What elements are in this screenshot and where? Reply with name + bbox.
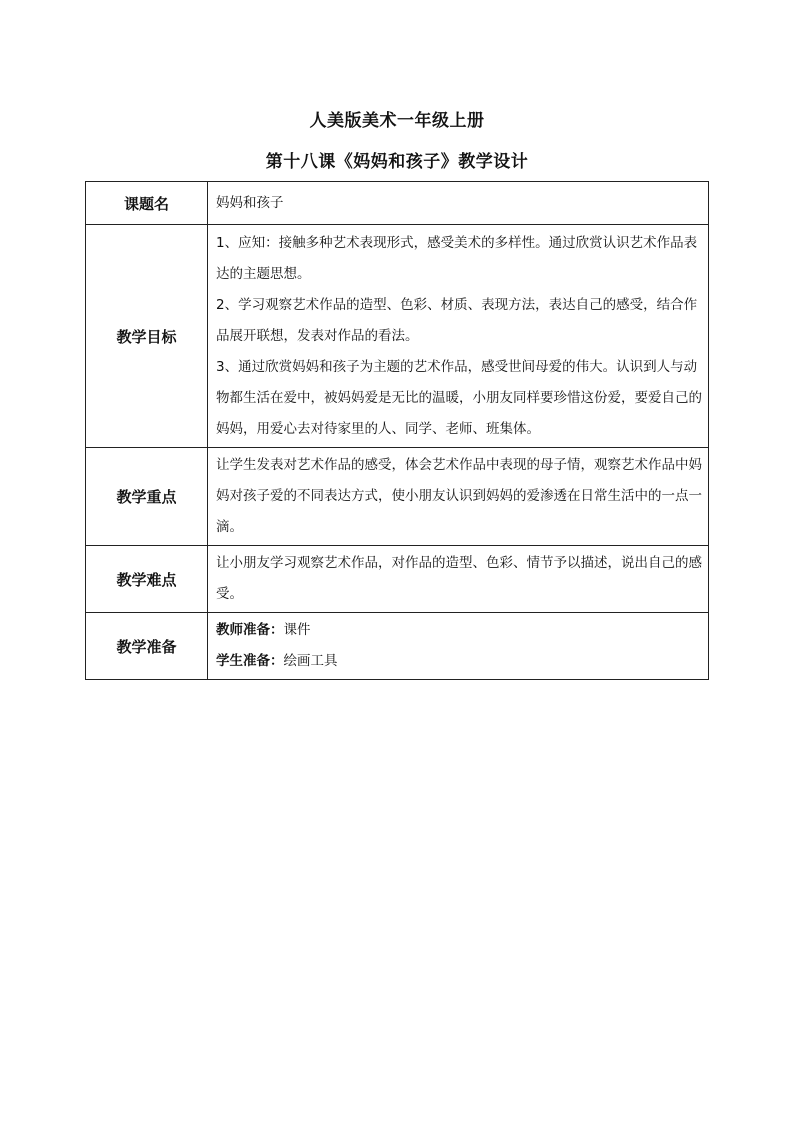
table-row-lesson-name (86, 182, 709, 225)
table-row-objectives (86, 225, 709, 448)
table-row-preparation (86, 613, 709, 680)
student-preparation (216, 646, 702, 677)
key-points-label: 教学重点 (86, 448, 208, 546)
objective-item-1: 1、应知：接触多种艺术表现形式，感受美术的多样性。通过欣赏认识艺术作品表达的主题思想。 (216, 234, 698, 282)
student-preparation-value: 绘画工具 (283, 653, 338, 669)
student-preparation-label: 学生准备： (216, 653, 284, 669)
document-title: 人美版美术一年级上册 (309, 111, 485, 131)
table-row-difficulties (86, 546, 709, 613)
objective-item-3: 3、通过欣赏妈妈和孩子为主题的艺术作品，感受世间母爱的伟大。认识到人与动物都生活在爱中，被妈妈爱是无比的温暖，小朋友同样要珍惜这份爱，要爱自己的妈妈，用爱心去对待家里的人、同学、老师、班集体。 (216, 358, 702, 437)
preparation-content (208, 613, 709, 680)
lesson-name-value: 妈妈和孩子 (208, 182, 709, 225)
table-row-key-points (86, 448, 709, 546)
preparation-label: 教学准备 (86, 613, 208, 680)
teacher-preparation (216, 615, 702, 646)
key-points-value: 让学生发表对艺术作品的感受，体会艺术作品中表现的母子情，观察艺术作品中妈妈对孩子爱的不同表达方式，使小朋友认识到妈妈的爱渗透在日常生活中的一点一滴。 (208, 448, 709, 546)
objective-item-2: 2、学习观察艺术作品的造型、色彩、材质、表现方法，表达自己的感受，结合作品展开联想，发表对作品的看法。 (216, 296, 698, 344)
teacher-preparation-value: 课件 (283, 622, 311, 638)
teacher-preparation-label: 教师准备： (216, 622, 284, 638)
objectives-content (208, 225, 709, 448)
lesson-plan-table (85, 181, 709, 680)
difficulties-label: 教学难点 (86, 546, 208, 613)
objectives-label: 教学目标 (86, 225, 208, 448)
difficulties-value: 让小朋友学习观察艺术作品，对作品的造型、色彩、情节予以描述，说出自己的感受。 (208, 546, 709, 613)
lesson-name-label: 课题名 (86, 182, 208, 225)
lesson-title: 第十八课《妈妈和孩子》教学设计 (265, 152, 529, 172)
